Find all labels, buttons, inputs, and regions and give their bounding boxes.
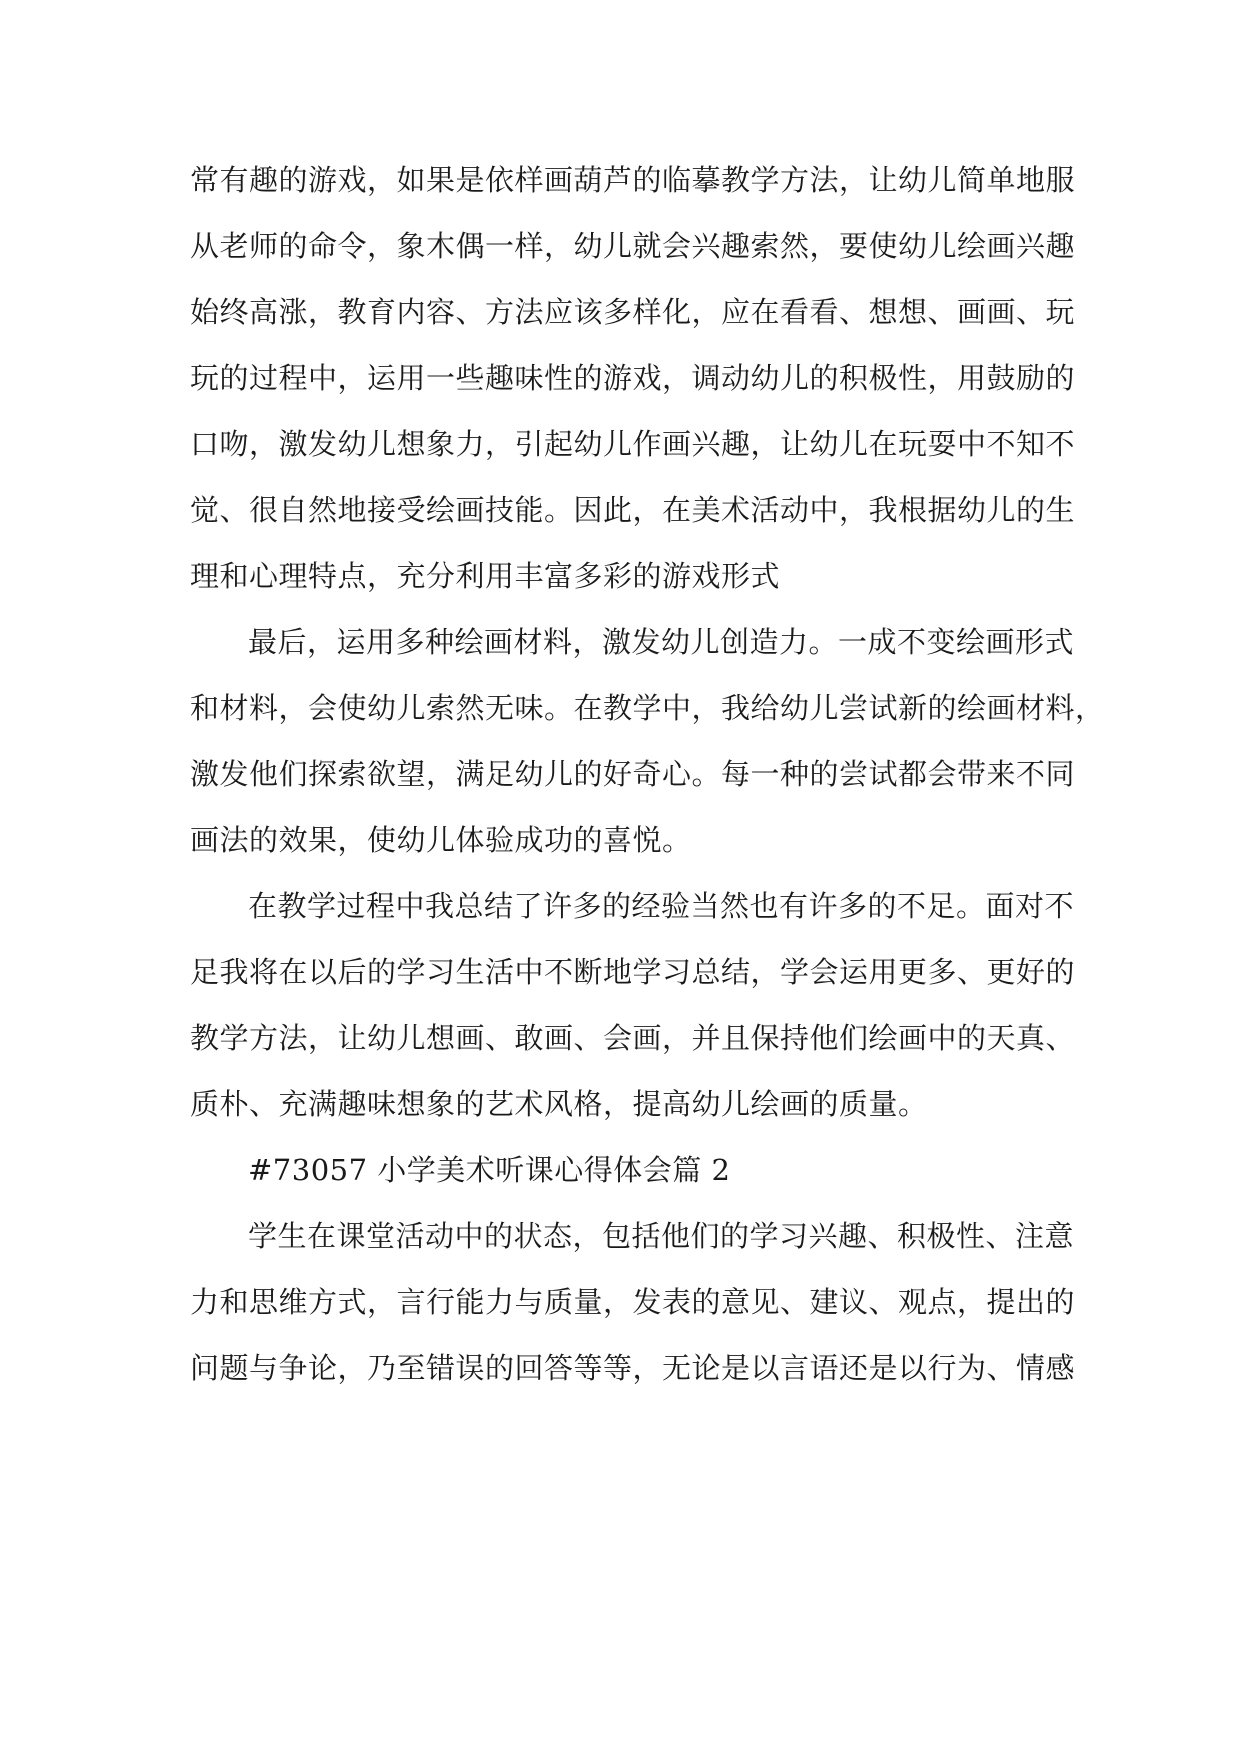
text-line: 问题与争论，乃至错误的回答等等，无论是以言语还是以行为、情感 (190, 1351, 1076, 1385)
paragraph-first-line: 学生在课堂活动中的状态，包括他们的学习兴趣、积极性、注意 (248, 1219, 1075, 1253)
text-line: 画法的效果，使幼儿体验成功的喜悦。 (190, 823, 692, 857)
text-line: 力和思维方式，言行能力与质量，发表的意见、建议、观点，提出的 (190, 1285, 1076, 1319)
paragraph-first-line: 最后，运用多种绘画材料，激发幼儿创造力。一成不变绘画形式 (248, 625, 1075, 659)
text-line: 口吻，激发幼儿想象力，引起幼儿作画兴趣，让幼儿在玩耍中不知不 (190, 427, 1076, 461)
text-line: 始终高涨，教育内容、方法应该多样化，应在看看、想想、画画、玩 (190, 295, 1076, 329)
text-line: 觉、很自然地接受绘画技能。因此，在美术活动中，我根据幼儿的生 (190, 493, 1076, 527)
text-line: 足我将在以后的学习生活中不断地学习总结，学会运用更多、更好的 (190, 955, 1076, 989)
text-line: 常有趣的游戏，如果是依样画葫芦的临摹教学方法，让幼儿简单地服 (190, 163, 1076, 197)
text-line: 质朴、充满趣味想象的艺术风格，提高幼儿绘画的质量。 (190, 1087, 928, 1121)
text-line: 理和心理特点，充分利用丰富多彩的游戏形式 (190, 559, 781, 593)
paragraph-first-line: 在教学过程中我总结了许多的经验当然也有许多的不足。面对不 (248, 889, 1075, 923)
text-line: 和材料，会使幼儿索然无味。在教学中，我给幼儿尝试新的绘画材料， (190, 691, 1105, 725)
text-line: 教学方法，让幼儿想画、敢画、会画，并且保持他们绘画中的天真、 (190, 1021, 1076, 1055)
section-heading: #73057 小学美术听课心得体会篇 2 (248, 1153, 731, 1187)
text-line: 激发他们探索欲望，满足幼儿的好奇心。每一种的尝试都会带来不同 (190, 757, 1076, 791)
text-line: 从老师的命令，象木偶一样，幼儿就会兴趣索然，要使幼儿绘画兴趣 (190, 229, 1076, 263)
text-line: 玩的过程中，运用一些趣味性的游戏，调动幼儿的积极性，用鼓励的 (190, 361, 1076, 395)
